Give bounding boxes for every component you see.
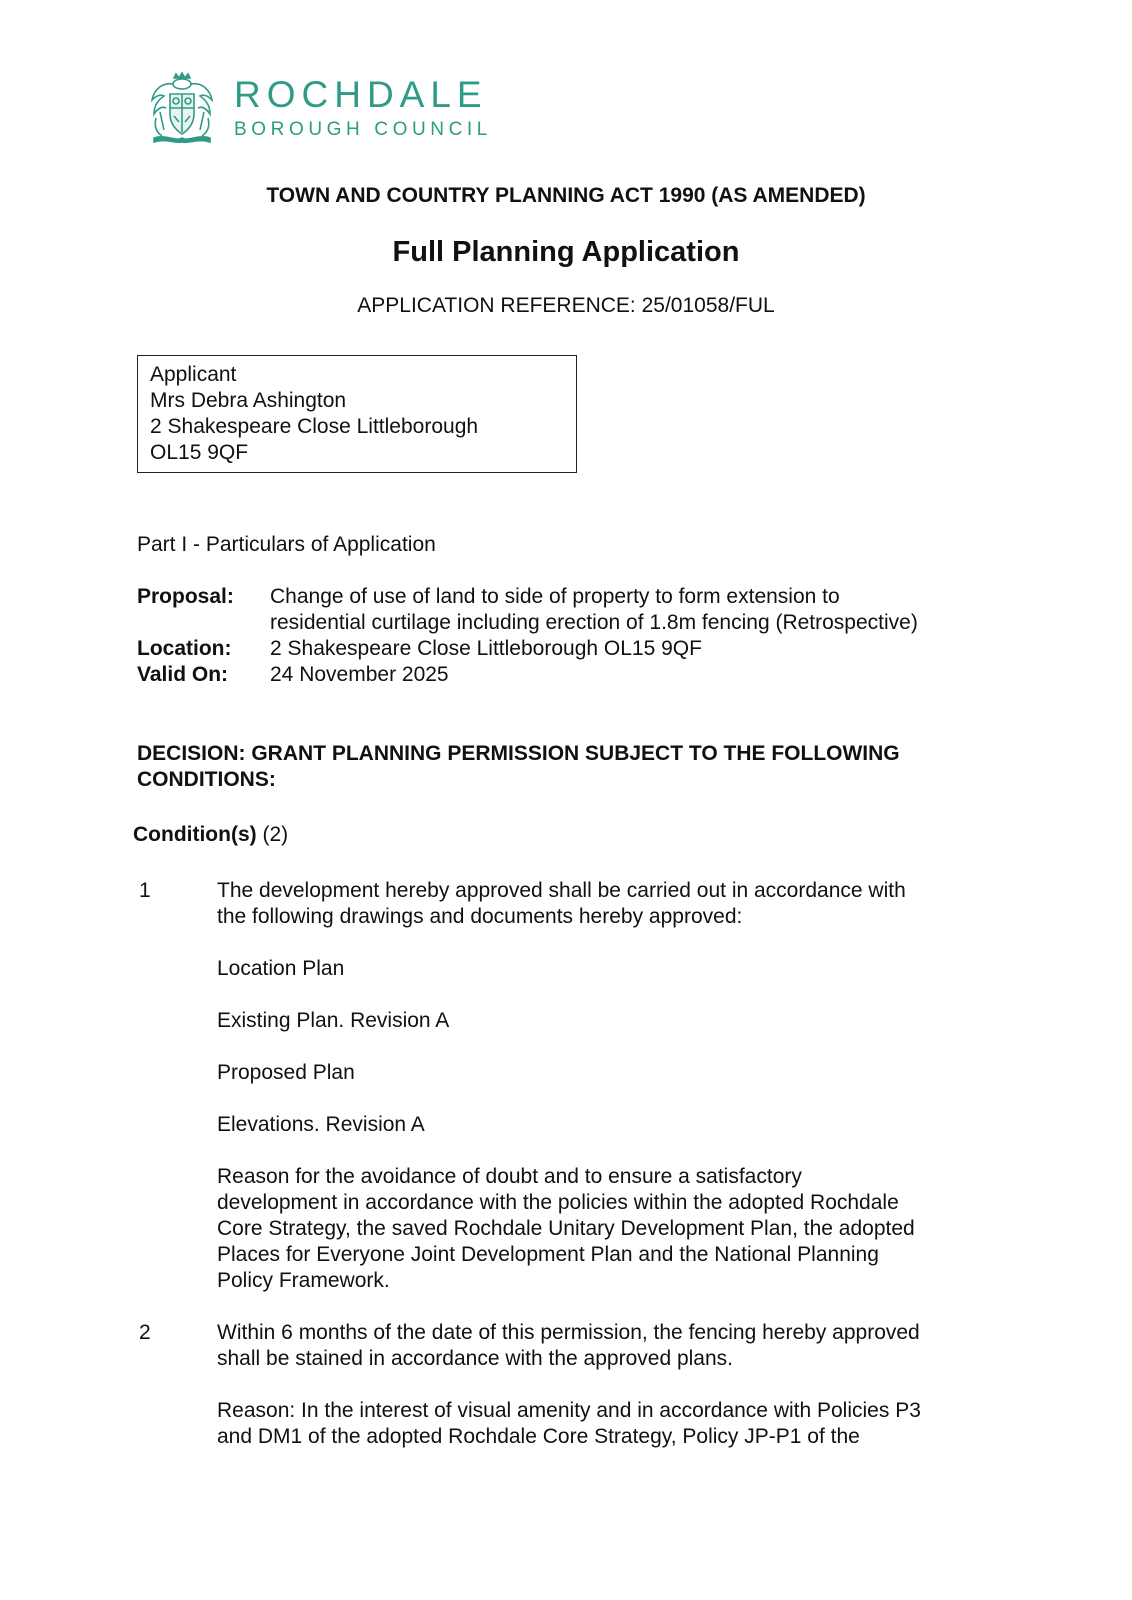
decision-heading [137, 741, 997, 793]
condition-2-intro [217, 1320, 1017, 1372]
approved-document: Location Plan [217, 957, 345, 980]
page-title: Full Planning Application [392, 236, 740, 268]
applicant-name: Mrs Debra Ashington [150, 389, 347, 412]
decision-line-1: DECISION: GRANT PLANNING PERMISSION SUBJECT TO THE FOLLOWING [137, 742, 900, 765]
application-reference-value: 25/01058/FUL [641, 294, 775, 317]
condition-1-intro [217, 878, 1017, 930]
application-reference-label: APPLICATION REFERENCE: [357, 294, 636, 317]
decision-line-2: CONDITIONS: [137, 768, 276, 791]
council-logo [146, 72, 526, 144]
coat-of-arms-icon [146, 72, 218, 144]
proposal-line-2: residential curtilage including erection of 1.8m fencing (Retrospective) [270, 611, 918, 634]
reason-line: Reason for the avoidance of doubt and to ensure a satisfactory [217, 1165, 802, 1188]
conditions-heading [133, 822, 288, 848]
applicant-postcode: OL15 9QF [150, 441, 249, 464]
application-reference [0, 294, 1132, 318]
valid-on-value: 24 November 2025 [270, 663, 449, 686]
applicant-address: 2 Shakespeare Close Littleborough [150, 415, 479, 438]
proposal-line-1: Change of use of land to side of property to form extension to [270, 585, 840, 608]
condition-text-line: The development hereby approved shall be carried out in accordance with [217, 879, 906, 902]
particulars-heading: Part I - Particulars of Application [137, 533, 436, 556]
condition-1-reason [217, 1164, 1017, 1294]
reason-line: development in accordance with the policies within the adopted Rochdale [217, 1191, 899, 1214]
logo-wordmark-primary: ROCHDALE [234, 74, 488, 115]
location-value: 2 Shakespeare Close Littleborough OL15 9QF [270, 637, 702, 660]
applicant-heading: Applicant [150, 363, 237, 386]
proposal-label: Proposal: [137, 585, 234, 608]
act-title: TOWN AND COUNTRY PLANNING ACT 1990 (AS AMENDED) [266, 184, 866, 207]
approved-document: Proposed Plan [217, 1061, 355, 1084]
location-label: Location: [137, 637, 232, 660]
reason-line: Policy Framework. [217, 1269, 390, 1292]
condition-number: 1 [139, 879, 151, 902]
reason-line: Reason: In the interest of visual amenity and in accordance with Policies P3 [217, 1399, 921, 1422]
reason-line: Core Strategy, the saved Rochdale Unitary Development Plan, the adopted [217, 1217, 915, 1240]
valid-on-label: Valid On: [137, 663, 229, 686]
applicant-box [137, 355, 577, 473]
condition-text-line: shall be stained in accordance with the approved plans. [217, 1347, 733, 1370]
condition-text-line: the following drawings and documents hereby approved: [217, 905, 743, 928]
approved-document: Elevations. Revision A [217, 1113, 425, 1136]
condition-2-reason [217, 1398, 1017, 1450]
reason-line: and DM1 of the adopted Rochdale Core Strategy, Policy JP-P1 of the [217, 1425, 860, 1448]
logo-wordmark-secondary: BOROUGH COUNCIL [234, 119, 492, 140]
approved-document: Existing Plan. Revision A [217, 1009, 450, 1032]
condition-number: 2 [139, 1321, 151, 1344]
condition-text-line: Within 6 months of the date of this permission, the fencing hereby approved [217, 1321, 920, 1344]
conditions-count: (2) [262, 823, 289, 846]
reason-line: Places for Everyone Joint Development Plan and the National Planning [217, 1243, 879, 1266]
conditions-label: Condition(s) [133, 823, 257, 846]
